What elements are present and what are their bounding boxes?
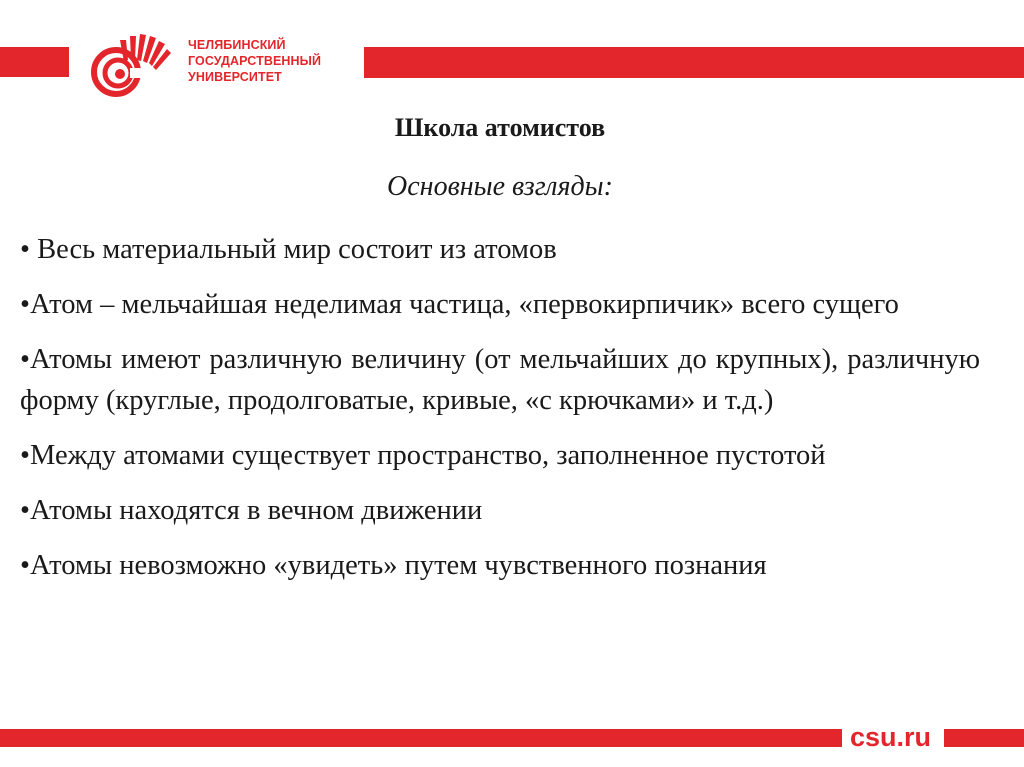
list-item: •Атом – мельчайшая неделимая частица, «первокирпичик» всего сущего — [20, 289, 899, 320]
header-bar-left — [0, 47, 69, 77]
list-item: •Атомы находятся в вечном движении — [20, 495, 483, 526]
list-item: •Между атомами существует пространство, заполненное пустотой — [20, 440, 826, 471]
slide-title: Школа атомистов — [394, 113, 606, 142]
spiral-logo-icon — [80, 30, 172, 98]
header-bar-right — [364, 47, 1024, 78]
footer-site: csu.ru — [850, 722, 932, 752]
footer-bar-left — [0, 729, 842, 747]
list-item: • Весь материальный мир состоит из атомов — [20, 234, 557, 265]
list-item: •Атомы невозможно «увидеть» путем чувственного познания — [20, 550, 767, 581]
footer-bar-right — [944, 729, 1024, 747]
university-name-line: ЧЕЛЯБИНСКИЙ — [188, 38, 286, 52]
bullet-list — [20, 229, 980, 600]
list-item: •Атомы имеют различную величину (от мельчайших до крупных), различную форму (круглые, продолговатые, кривые, «с крючками» и т.д.) — [20, 344, 980, 416]
slide-subtitle: Основные взгляды: — [387, 171, 613, 202]
university-name-line: УНИВЕРСИТЕТ — [188, 70, 282, 84]
university-name-line: ГОСУДАРСТВЕННЫЙ — [188, 54, 322, 68]
university-name — [188, 37, 321, 85]
